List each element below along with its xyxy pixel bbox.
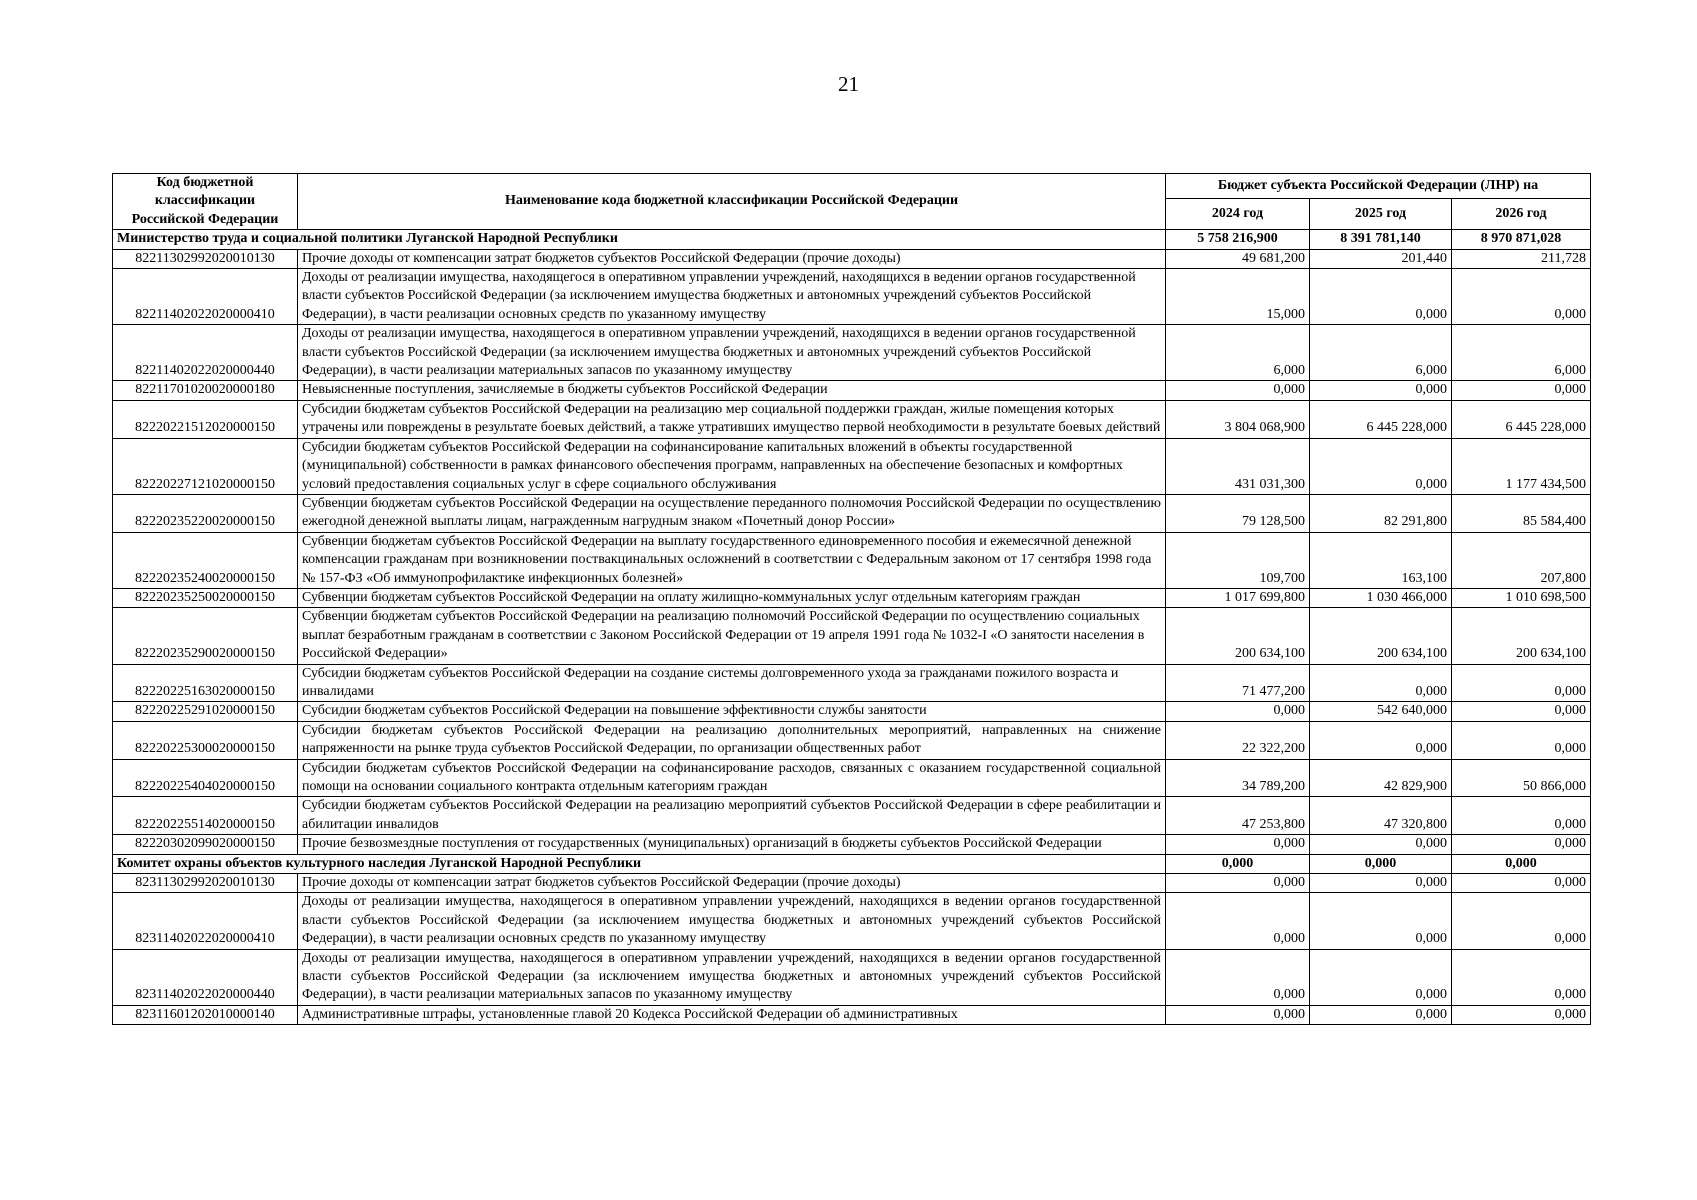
- revenue-name-cell: Субсидии бюджетам субъектов Российской Федерации на софинансирование расходов, связанных с оказанием государственной социальной помощи на основании социального контракта отдельным категориям граждан: [298, 759, 1166, 797]
- amount-2025-cell: 163,100: [1310, 532, 1452, 588]
- amount-2025-cell: 0,000: [1310, 893, 1452, 949]
- amount-2026-cell: 0,000: [1452, 893, 1591, 949]
- header-name: Наименование кода бюджетной классификации Российской Федерации: [298, 174, 1166, 230]
- amount-2026-cell: 6 445 228,000: [1452, 400, 1591, 438]
- amount-2026-cell: 0,000: [1452, 874, 1591, 893]
- amount-2026-cell: 0,000: [1452, 835, 1591, 854]
- amount-2024-cell: 0,000: [1166, 949, 1310, 1005]
- table-row: [113, 702, 1591, 721]
- table-row: [113, 608, 1591, 664]
- budget-code-cell: 82211302992020010130: [113, 249, 298, 268]
- header-year-2026: 2026 год: [1452, 199, 1591, 230]
- budget-code-cell: 82211402022020000440: [113, 325, 298, 381]
- amount-2025-cell: 0,000: [1310, 874, 1452, 893]
- section-total-2026: 8 970 871,028: [1452, 230, 1591, 249]
- amount-2024-cell: 15,000: [1166, 269, 1310, 325]
- amount-2024-cell: 0,000: [1166, 893, 1310, 949]
- section-total-2025: 8 391 781,140: [1310, 230, 1452, 249]
- budget-code-cell: 82211701020020000180: [113, 381, 298, 400]
- table-row: [113, 588, 1591, 607]
- budget-code-cell: 82311402022020000440: [113, 949, 298, 1005]
- revenue-name-cell: Доходы от реализации имущества, находящегося в оперативном управлении учреждений, находящихся в ведении органов государственной власти субъектов Российской Федерации (за исключением имущества бюджетных и автономных учреждений субъектов Российской Федерации), в части реализации основных средств по указанному имуществу: [298, 269, 1166, 325]
- table-row: [113, 269, 1591, 325]
- amount-2026-cell: 0,000: [1452, 381, 1591, 400]
- table-row: [113, 721, 1591, 759]
- amount-2025-cell: 0,000: [1310, 381, 1452, 400]
- amount-2025-cell: 0,000: [1310, 835, 1452, 854]
- table-row: [113, 759, 1591, 797]
- amount-2026-cell: 0,000: [1452, 269, 1591, 325]
- amount-2024-cell: 49 681,200: [1166, 249, 1310, 268]
- table-row: [113, 797, 1591, 835]
- budget-code-cell: 82220225291020000150: [113, 702, 298, 721]
- revenue-name-cell: Субвенции бюджетам субъектов Российской Федерации на реализацию полномочий Российской Федерации по осуществлению социальных выплат безработным гражданам в соответствии с Законом Российской Федерации от 19 апреля 1991 года № 1032-I «О занятости населения в Российской Федерации»: [298, 608, 1166, 664]
- amount-2026-cell: 211,728: [1452, 249, 1591, 268]
- amount-2026-cell: 1 177 434,500: [1452, 438, 1591, 494]
- amount-2025-cell: 542 640,000: [1310, 702, 1452, 721]
- revenue-name-cell: Субвенции бюджетам субъектов Российской Федерации на осуществление переданного полномочия Российской Федерации по осуществлению ежегодной денежной выплаты лицам, награжденным нагрудным знаком «Почетный донор России»: [298, 494, 1166, 532]
- amount-2025-cell: 6,000: [1310, 325, 1452, 381]
- table-row: [113, 532, 1591, 588]
- table-header-row: [113, 174, 1591, 199]
- section-title: Министерство труда и социальной политики Луганской Народной Республики: [113, 230, 1166, 249]
- amount-2024-cell: 0,000: [1166, 702, 1310, 721]
- table-row: [113, 249, 1591, 268]
- revenue-name-cell: Доходы от реализации имущества, находящегося в оперативном управлении учреждений, находящихся в ведении органов государственной власти субъектов Российской Федерации (за исключением имущества бюджетных и автономных учреждений субъектов Российской Федерации), в части реализации основных средств по указанному имуществу: [298, 893, 1166, 949]
- amount-2025-cell: 6 445 228,000: [1310, 400, 1452, 438]
- amount-2026-cell: 0,000: [1452, 702, 1591, 721]
- revenue-name-cell: Субсидии бюджетам субъектов Российской Федерации на создание системы долговременного ухода за гражданами пожилого возраста и инвалидами: [298, 664, 1166, 702]
- header-year-2025: 2025 год: [1310, 199, 1452, 230]
- amount-2025-cell: 200 634,100: [1310, 608, 1452, 664]
- amount-2024-cell: 71 477,200: [1166, 664, 1310, 702]
- budget-code-cell: 82311402022020000410: [113, 893, 298, 949]
- amount-2026-cell: 1 010 698,500: [1452, 588, 1591, 607]
- section-total-2024: 0,000: [1166, 854, 1310, 873]
- revenue-name-cell: Субсидии бюджетам субъектов Российской Федерации на софинансирование капитальных вложений в объекты государственной (муниципальной) собственности в рамках финансового обеспечения программ, направленных на обеспечение безопасных и комфортных условий предоставления социальных услуг в сфере социального обслуживания: [298, 438, 1166, 494]
- budget-code-cell: 82220235250020000150: [113, 588, 298, 607]
- table-row: [113, 381, 1591, 400]
- budget-code-cell: 82220225404020000150: [113, 759, 298, 797]
- amount-2025-cell: 0,000: [1310, 269, 1452, 325]
- amount-2026-cell: 85 584,400: [1452, 494, 1591, 532]
- amount-2024-cell: 200 634,100: [1166, 608, 1310, 664]
- revenue-name-cell: Субсидии бюджетам субъектов Российской Федерации на реализацию мер социальной поддержки граждан, жилые помещения которых утрачены или повреждены в результате боевых действий, а также утративших имущество первой необходимости в результате боевых действий: [298, 400, 1166, 438]
- table-row: [113, 949, 1591, 1005]
- amount-2024-cell: 0,000: [1166, 874, 1310, 893]
- revenue-name-cell: Субвенции бюджетам субъектов Российской Федерации на выплату государственного единовременного пособия и ежемесячной денежной компенсации гражданам при возникновении поствакцинальных осложнений в соответствии с Федеральным законом от 17 сентября 1998 года № 157-ФЗ «Об иммунопрофилактике инфекционных болезней»: [298, 532, 1166, 588]
- amount-2026-cell: 50 866,000: [1452, 759, 1591, 797]
- section-total-2024: 5 758 216,900: [1166, 230, 1310, 249]
- revenue-name-cell: Невыясненные поступления, зачисляемые в бюджеты субъектов Российской Федерации: [298, 381, 1166, 400]
- header-year-2024: 2024 год: [1166, 199, 1310, 230]
- amount-2025-cell: 201,440: [1310, 249, 1452, 268]
- amount-2024-cell: 431 031,300: [1166, 438, 1310, 494]
- amount-2024-cell: 6,000: [1166, 325, 1310, 381]
- budget-code-cell: 82220302099020000150: [113, 835, 298, 854]
- amount-2025-cell: 0,000: [1310, 949, 1452, 1005]
- budget-code-cell: 82220225514020000150: [113, 797, 298, 835]
- section-row: [113, 854, 1591, 873]
- revenue-name-cell: Субсидии бюджетам субъектов Российской Федерации на реализацию мероприятий субъектов Российской Федерации в сфере реабилитации и абилитации инвалидов: [298, 797, 1166, 835]
- budget-code-cell: 82220221512020000150: [113, 400, 298, 438]
- section-row: [113, 230, 1591, 249]
- budget-code-cell: 82220225300020000150: [113, 721, 298, 759]
- budget-code-cell: 82220225163020000150: [113, 664, 298, 702]
- budget-code-cell: 82220235290020000150: [113, 608, 298, 664]
- revenue-name-cell: Прочие доходы от компенсации затрат бюджетов субъектов Российской Федерации (прочие доходы): [298, 249, 1166, 268]
- amount-2025-cell: 0,000: [1310, 438, 1452, 494]
- section-total-2026: 0,000: [1452, 854, 1591, 873]
- amount-2026-cell: 200 634,100: [1452, 608, 1591, 664]
- table-row: [113, 874, 1591, 893]
- budget-code-cell: 82220235240020000150: [113, 532, 298, 588]
- table-row: [113, 664, 1591, 702]
- table-row: [113, 1005, 1591, 1024]
- amount-2025-cell: 0,000: [1310, 1005, 1452, 1024]
- revenue-name-cell: Субсидии бюджетам субъектов Российской Федерации на реализацию дополнительных мероприятий, направленных на снижение напряженности на рынке труда субъектов Российской Федерации, по организации общественных работ: [298, 721, 1166, 759]
- header-budget-group: Бюджет субъекта Российской Федерации (ЛНР) на: [1166, 174, 1591, 199]
- revenue-name-cell: Доходы от реализации имущества, находящегося в оперативном управлении учреждений, находящихся в ведении органов государственной власти субъектов Российской Федерации (за исключением имущества бюджетных и автономных учреждений субъектов Российской Федерации), в части реализации материальных запасов по указанному имуществу: [298, 325, 1166, 381]
- amount-2026-cell: 0,000: [1452, 949, 1591, 1005]
- budget-code-cell: 82220227121020000150: [113, 438, 298, 494]
- table-row: [113, 835, 1591, 854]
- budget-code-cell: 82311601202010000140: [113, 1005, 298, 1024]
- table-row: [113, 893, 1591, 949]
- amount-2026-cell: 0,000: [1452, 1005, 1591, 1024]
- amount-2024-cell: 0,000: [1166, 381, 1310, 400]
- amount-2025-cell: 0,000: [1310, 721, 1452, 759]
- amount-2024-cell: 22 322,200: [1166, 721, 1310, 759]
- amount-2025-cell: 0,000: [1310, 664, 1452, 702]
- amount-2025-cell: 47 320,800: [1310, 797, 1452, 835]
- amount-2026-cell: 0,000: [1452, 721, 1591, 759]
- amount-2024-cell: 3 804 068,900: [1166, 400, 1310, 438]
- table-body: [113, 230, 1591, 1025]
- page-number: 21: [838, 72, 859, 96]
- amount-2024-cell: 0,000: [1166, 835, 1310, 854]
- amount-2024-cell: 0,000: [1166, 1005, 1310, 1024]
- revenue-name-cell: Прочие доходы от компенсации затрат бюджетов субъектов Российской Федерации (прочие доходы): [298, 874, 1166, 893]
- revenue-name-cell: Субсидии бюджетам субъектов Российской Федерации на повышение эффективности службы занятости: [298, 702, 1166, 721]
- amount-2024-cell: 34 789,200: [1166, 759, 1310, 797]
- revenue-name-cell: Субвенции бюджетам субъектов Российской Федерации на оплату жилищно-коммунальных услуг отдельным категориям граждан: [298, 588, 1166, 607]
- amount-2024-cell: 79 128,500: [1166, 494, 1310, 532]
- budget-code-cell: 82311302992020010130: [113, 874, 298, 893]
- amount-2025-cell: 42 829,900: [1310, 759, 1452, 797]
- amount-2025-cell: 82 291,800: [1310, 494, 1452, 532]
- table-row: [113, 494, 1591, 532]
- budget-code-cell: 82211402022020000410: [113, 269, 298, 325]
- section-total-2025: 0,000: [1310, 854, 1452, 873]
- amount-2024-cell: 109,700: [1166, 532, 1310, 588]
- amount-2026-cell: 0,000: [1452, 797, 1591, 835]
- amount-2024-cell: 1 017 699,800: [1166, 588, 1310, 607]
- table-row: [113, 438, 1591, 494]
- section-title: Комитет охраны объектов культурного наследия Луганской Народной Республики: [113, 854, 1166, 873]
- revenue-name-cell: Прочие безвозмездные поступления от государственных (муниципальных) организаций в бюджеты субъектов Российской Федерации: [298, 835, 1166, 854]
- revenue-name-cell: Административные штрафы, установленные главой 20 Кодекса Российской Федерации об административных: [298, 1005, 1166, 1024]
- amount-2026-cell: 207,800: [1452, 532, 1591, 588]
- amount-2026-cell: 0,000: [1452, 664, 1591, 702]
- amount-2025-cell: 1 030 466,000: [1310, 588, 1452, 607]
- header-code: Код бюджетной классификации Российской Федерации: [113, 174, 298, 230]
- table-row: [113, 400, 1591, 438]
- revenue-name-cell: Доходы от реализации имущества, находящегося в оперативном управлении учреждений, находящихся в ведении органов государственной власти субъектов Российской Федерации (за исключением имущества бюджетных и автономных учреждений субъектов Российской Федерации), в части реализации материальных запасов по указанному имуществу: [298, 949, 1166, 1005]
- table-row: [113, 325, 1591, 381]
- amount-2026-cell: 6,000: [1452, 325, 1591, 381]
- budget-revenue-table: [112, 173, 1591, 1025]
- amount-2024-cell: 47 253,800: [1166, 797, 1310, 835]
- budget-code-cell: 82220235220020000150: [113, 494, 298, 532]
